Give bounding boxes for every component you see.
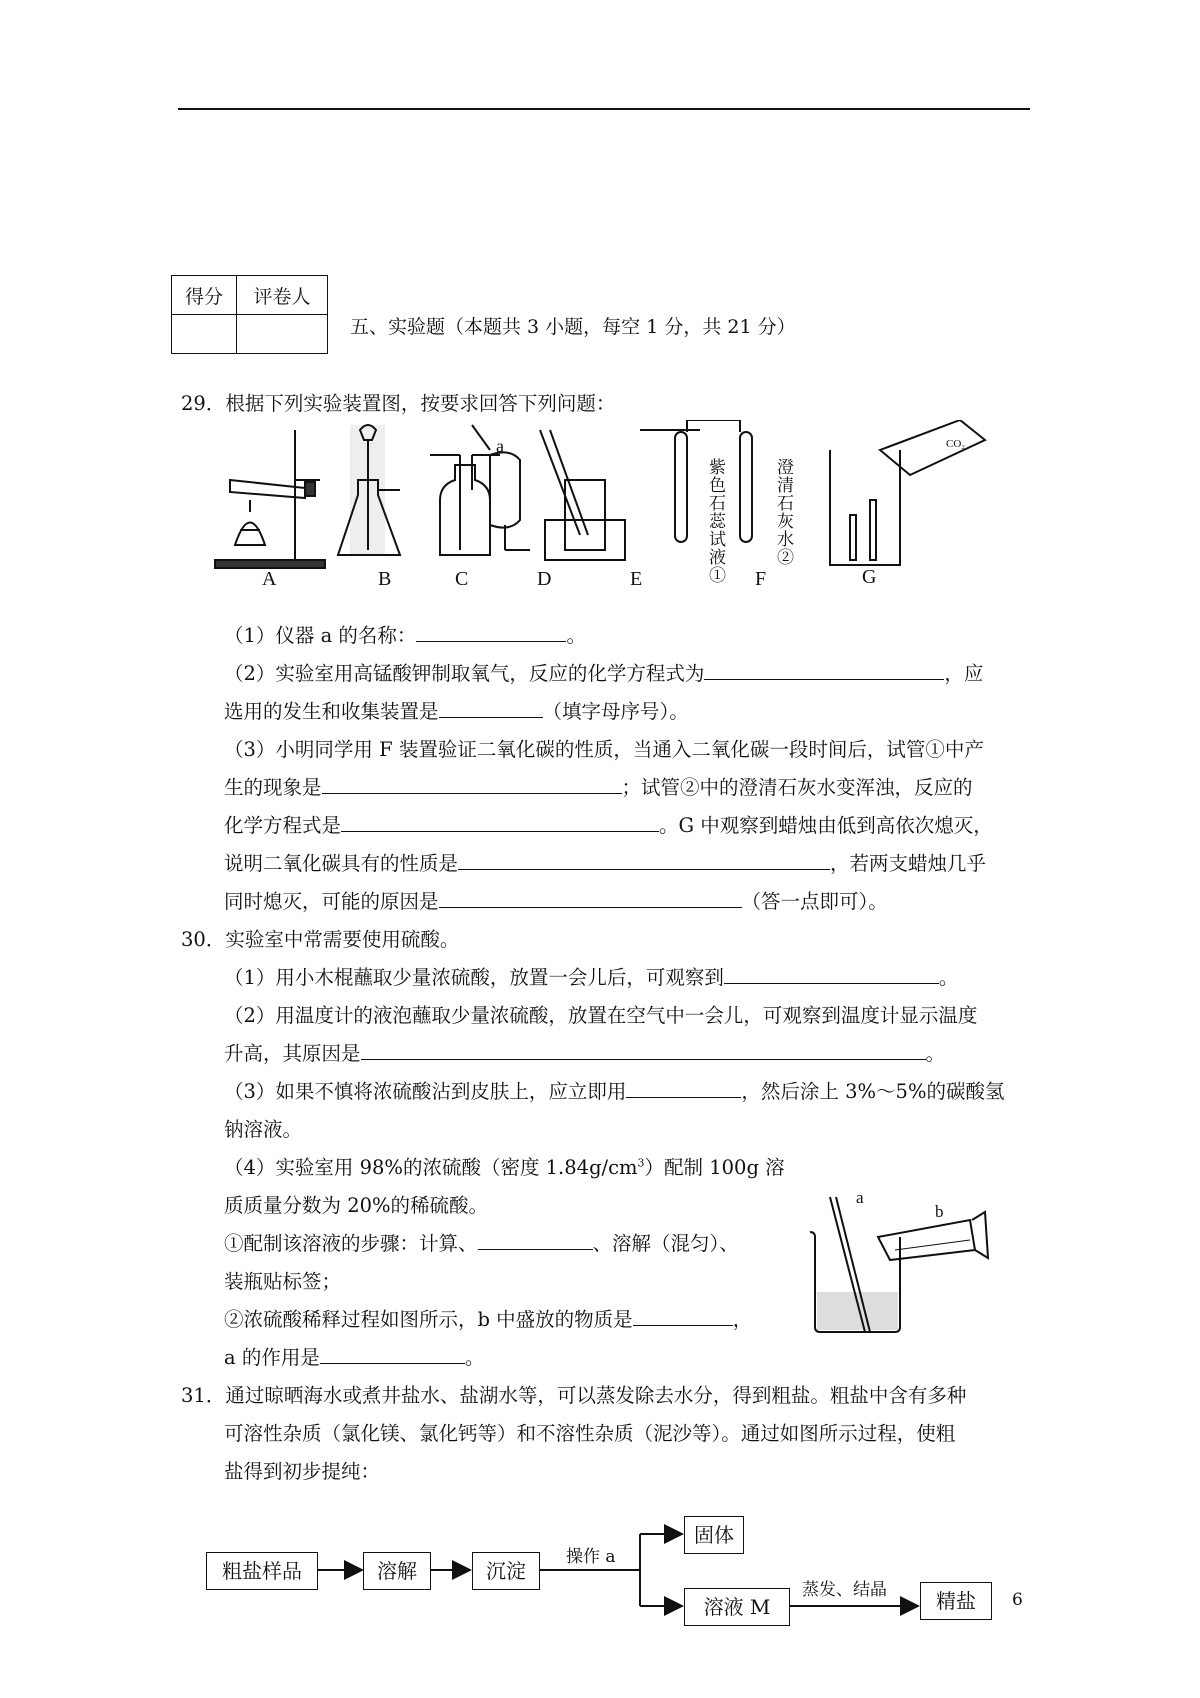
q30-p4-line3	[224, 1228, 739, 1256]
q30-answer-4b[interactable]	[633, 1307, 733, 1326]
score-header: 得分	[172, 276, 237, 315]
q30-p4-line4: 装瓶贴标签；	[224, 1270, 342, 1293]
q30-answer-4c[interactable]	[320, 1345, 465, 1364]
q30-answer-2[interactable]	[361, 1041, 926, 1060]
q30-p1-end: 。	[938, 966, 959, 989]
q29-p1	[224, 620, 586, 648]
dilution-figure	[800, 1192, 1000, 1340]
co2-label: CO₂	[946, 438, 966, 450]
q29-answer-3d[interactable]	[439, 889, 742, 908]
q30-p4e-text: 、溶解（混匀）、	[592, 1232, 739, 1255]
flow-box-settle: 沉淀	[472, 1552, 540, 1590]
q30-answer-4a[interactable]	[478, 1231, 593, 1250]
fig-label-G: G	[862, 566, 877, 588]
fig-label-E: E	[630, 568, 643, 590]
flow-box-crude-salt: 粗盐样品	[206, 1552, 318, 1590]
q30-p2c-text: 。	[925, 1042, 946, 1065]
q29-answer-2a[interactable]	[704, 661, 944, 680]
fig-label-F: F	[755, 568, 767, 590]
q31-line1: 31．通过晾晒海水或煮井盐水、盐湖水等，可以蒸发除去水分，得到粗盐。粗盐中含有多种	[181, 1384, 967, 1407]
q29-p2d-text: （填字母序号）。	[542, 700, 689, 723]
q29-label-a: a	[496, 436, 504, 456]
flow-box-solid: 固体	[684, 1516, 744, 1554]
q29-p3h-text: 同时熄灭，可能的原因是	[224, 890, 439, 913]
q29-p2-text: （2）实验室用高锰酸钾制取氧气，反应的化学方程式为	[224, 662, 705, 685]
fig-label-A: A	[262, 568, 277, 590]
q29-p3-line1: （3）小明同学用 F 装置验证二氧化碳的性质，当通入二氧化碳一段时间后，试管①中产	[224, 738, 984, 761]
flow-box-refined-salt: 精盐	[920, 1582, 992, 1620]
q29-p3g-text: ，若两支蜡烛几乎	[830, 852, 987, 875]
flow-label-evaporate: 蒸发、结晶	[802, 1580, 887, 1600]
q29-p3b-text: 生的现象是	[224, 776, 322, 799]
q30-p3-line1	[224, 1076, 1005, 1104]
q29-p3f-text: 说明二氧化碳具有的性质是	[224, 852, 459, 875]
q29-p1-end: 。	[566, 624, 586, 647]
q31-line3: 盐得到初步提纯：	[224, 1460, 381, 1483]
q29-p3i-text: （答一点即可）。	[741, 890, 888, 913]
q30-p4-sup: 3	[637, 1156, 645, 1170]
q30-p4-line6	[224, 1342, 484, 1370]
q30-p2-line1: （2）用温度计的液泡蘸取少量浓硫酸，放置在空气中一会儿，可观察到温度计显示温度	[224, 1004, 978, 1027]
q30-p3-line2: 钠溶液。	[224, 1118, 303, 1141]
grader-header: 评卷人	[237, 276, 328, 315]
fig-label-C: C	[455, 568, 469, 590]
q29-p3c-text: ；试管②中的澄清石灰水变浑浊，反应的	[621, 776, 973, 799]
q29-p2c-text: 选用的发生和收集装置是	[224, 700, 439, 723]
q30-answer-1[interactable]	[724, 965, 939, 984]
q29-p2-tail: ，应	[944, 662, 984, 685]
fig-label-D: D	[537, 568, 552, 590]
q29-answer-3c[interactable]	[458, 851, 830, 870]
q30-p4h-text: ，	[732, 1308, 753, 1331]
section-title: 五、实验题（本题共 3 小题，每空 1 分，共 21 分）	[350, 316, 796, 338]
q29-p3d-text: 化学方程式是	[224, 814, 342, 837]
q30-p4d-text: ①配制该溶液的步骤：计算、	[224, 1232, 478, 1255]
q31-line2: 可溶性杂质（氯化镁、氯化钙等）和不溶性杂质（泥沙等）。通过如图所示过程，使粗	[224, 1422, 956, 1445]
fig-label-a: a	[856, 1188, 864, 1207]
q29-p2-cont	[224, 696, 689, 724]
q29-answer-2b[interactable]	[439, 699, 543, 718]
header-rule	[178, 108, 1030, 110]
q30-p4-line2: 质质量分数为 20%的稀硫酸。	[224, 1194, 489, 1217]
q29-p3-line4	[224, 848, 986, 876]
q29-p3-line5	[224, 886, 888, 914]
page-number: 6	[1012, 1590, 1023, 1610]
q30-p1	[224, 962, 958, 990]
q30-answer-3[interactable]	[626, 1079, 741, 1098]
q30-stem: 30．实验室中常需要使用硫酸。	[181, 928, 460, 951]
q30-p4-line5	[224, 1304, 752, 1332]
q30-p4a-text: （4）实验室用 98%的浓硫酸（密度 1.84g/cm	[224, 1156, 638, 1179]
q29-answer-3b[interactable]	[341, 813, 659, 832]
q30-p2b-text: 升高，其原因是	[224, 1042, 361, 1065]
q29-p3-line3	[224, 810, 993, 838]
q29-p3-line2	[224, 772, 973, 800]
flow-label-op-a: 操作 a	[566, 1547, 616, 1567]
grader-cell[interactable]	[237, 315, 328, 354]
q29-stem: 29．根据下列实验装置图，按要求回答下列问题：	[181, 392, 616, 415]
f-tube2-label: 澄清石灰水②	[773, 458, 793, 566]
q30-p4j-text: 。	[464, 1346, 485, 1369]
score-cell[interactable]	[172, 315, 237, 354]
q29-answer-1[interactable]	[416, 623, 566, 642]
q30-p1-text: （1）用小木棍蘸取少量浓硫酸，放置一会儿后，可观察到	[224, 966, 724, 989]
q29-p1-text: （1）仪器 a 的名称：	[224, 624, 417, 647]
score-table	[171, 275, 328, 354]
q30-p3a-text: （3）如果不慎将浓硫酸沾到皮肤上，应立即用	[224, 1080, 627, 1103]
q29-p2	[224, 658, 983, 686]
q29-p3e-text: 。G 中观察到蜡烛由低到高依次熄灭，	[659, 814, 993, 837]
q29-answer-3a[interactable]	[322, 775, 622, 794]
flow-box-solution-m: 溶液 M	[684, 1588, 790, 1626]
q29-apparatus-figure	[210, 420, 1000, 595]
q30-p4b-text: ）配制 100g 溶	[644, 1156, 785, 1179]
flow-box-dissolve: 溶解	[363, 1552, 431, 1590]
f-tube1-label: 紫色石蕊试液①	[705, 458, 725, 584]
q30-p4g-text: ②浓硫酸稀释过程如图所示，b 中盛放的物质是	[224, 1308, 633, 1331]
fig-label-B: B	[378, 568, 392, 590]
q30-p3b-text: ，然后涂上 3%～5%的碳酸氢	[741, 1080, 1005, 1103]
q30-p2-line2	[224, 1038, 945, 1066]
q30-p4i-text: a 的作用是	[224, 1346, 320, 1369]
fig-label-b: b	[935, 1202, 944, 1221]
q30-p4-line1	[224, 1152, 785, 1180]
